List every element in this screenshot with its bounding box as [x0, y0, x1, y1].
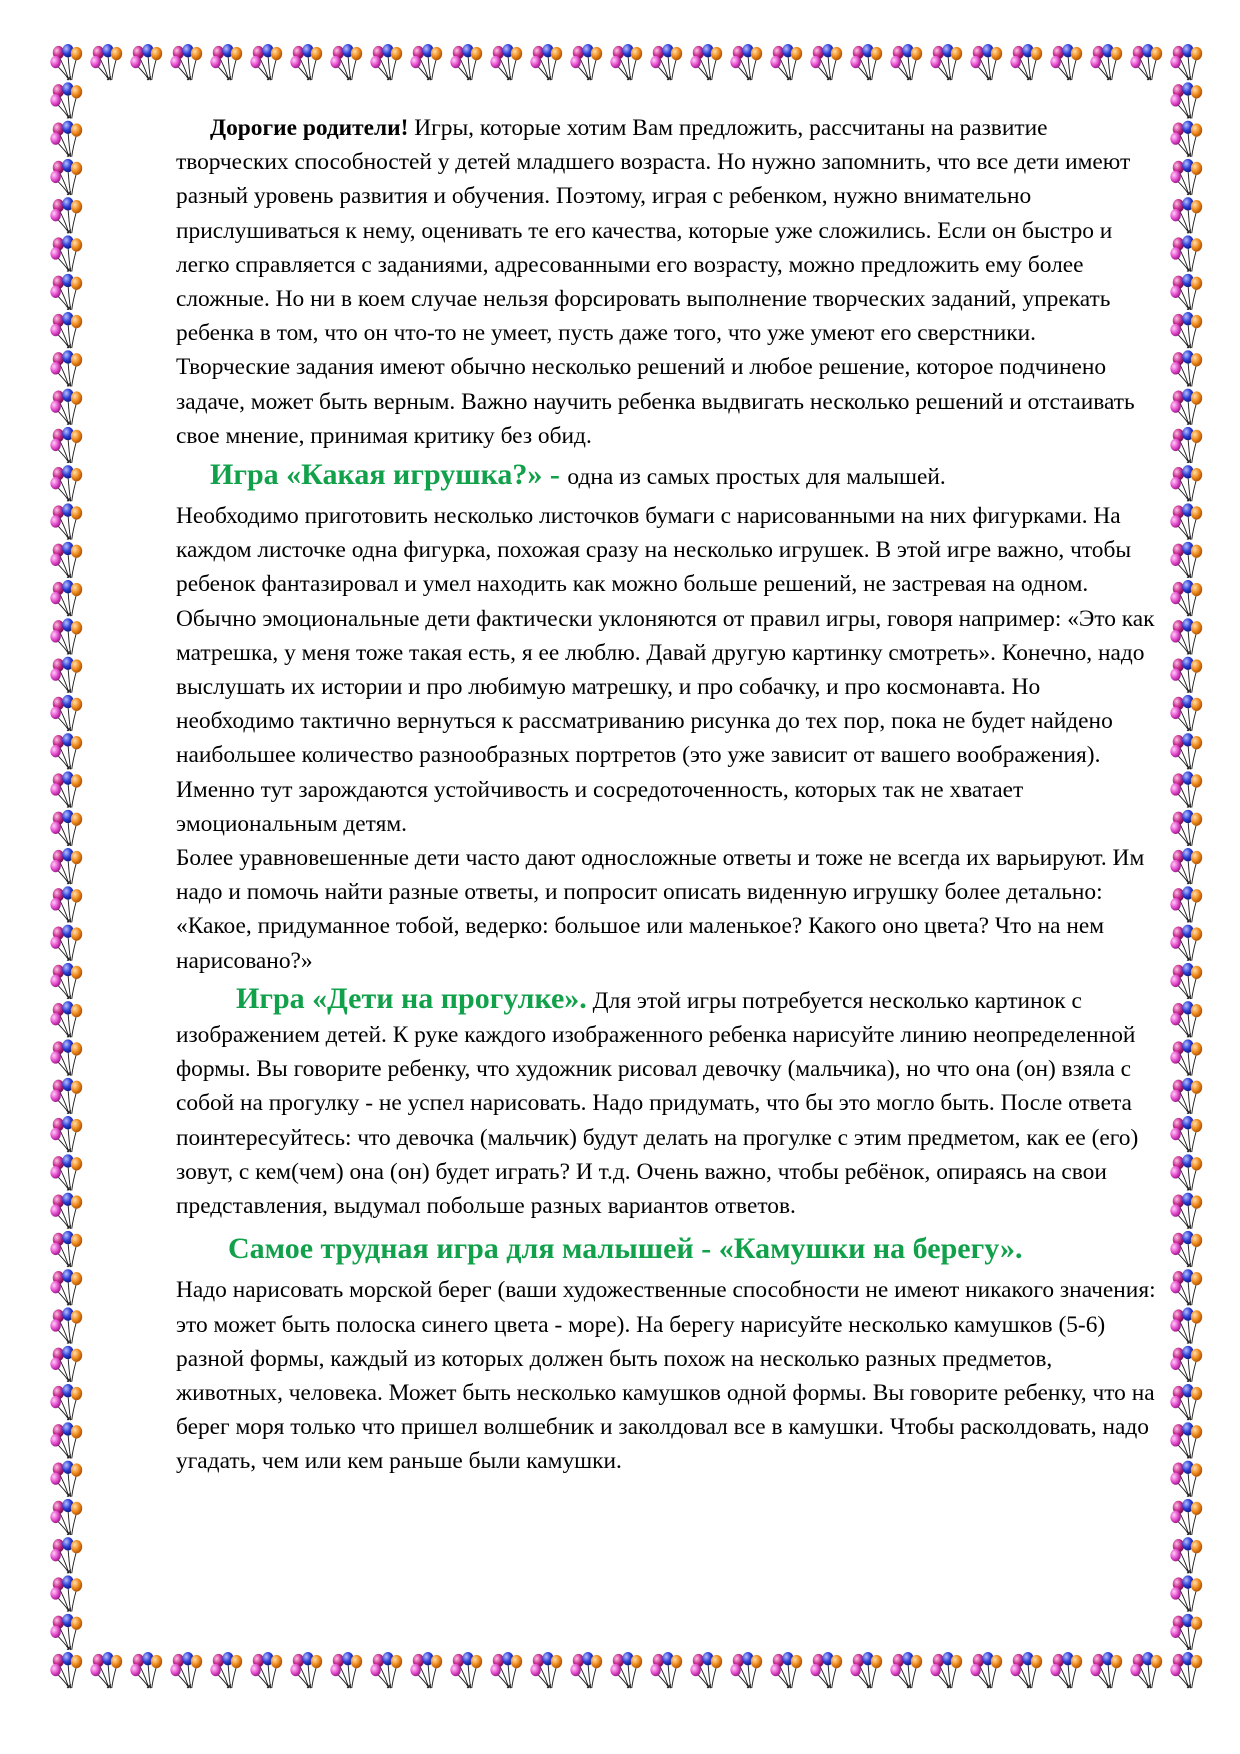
balloon-icon: [1170, 350, 1202, 386]
game3-paragraph: Надо нарисовать морской берег (ваши художественные способности не имеют никакого значения: это может быть полоска синего цвета - море). На берегу нарисуйте несколько камушков (5-6) разной формы, каждый из которых должен быть похож на несколько разных предметов, животных, человека. Может быть несколько камушков одной формы. Вы говорите ребенку, что на берег моря только что пришел волшебник и заколдовал все в камушки. Чтобы расколдовать, надо угадать, чем или кем раньше были камушки.: [176, 1277, 1156, 1475]
balloon-icon: [50, 1422, 82, 1458]
balloon-icon: [50, 235, 82, 271]
balloon-icon: [1050, 44, 1082, 80]
balloon-icon: [1170, 618, 1202, 654]
balloon-icon: [1170, 389, 1202, 425]
balloon-icon: [330, 44, 362, 80]
balloon-icon: [1170, 1269, 1202, 1305]
balloon-icon: [1170, 1384, 1202, 1420]
balloon-icon: [50, 925, 82, 961]
balloon-icon: [250, 1652, 282, 1688]
balloon-icon: [1170, 1346, 1202, 1382]
balloon-icon: [890, 1652, 922, 1688]
balloon-icon: [730, 1652, 762, 1688]
balloon-icon: [50, 1499, 82, 1535]
game2-text: Для этой игры потребуется несколько картинок с изображением детей. К руке каждого изображенного ребенка нарисуйте линию неопределенной формы. Вы говорите ребенку, что художник рисовал девочку (мальчика), но что она (он) взяла с собой на прогулку - не успел нарисовать. Надо придумать, что бы это могло быть. После ответа поинтересуйтесь: что девочка (мальчик) будут делать на прогулке с этим предметом, как ее (его) зовут, с кем(чем) она (он) будет играть? И т.д. Очень важно, чтобы ребёнок, опираясь на свои представления, выдумал побольше разных вариантов ответов.: [176, 987, 1139, 1220]
balloon-icon: [1170, 503, 1202, 539]
balloon-icon: [1170, 465, 1202, 501]
balloon-icon: [50, 503, 82, 539]
balloon-icon: [1010, 1652, 1042, 1688]
balloon-icon: [50, 312, 82, 348]
balloon-icon: [1170, 695, 1202, 731]
balloon-icon: [1170, 121, 1202, 157]
balloon-icon: [650, 44, 682, 80]
balloon-icon: [50, 1269, 82, 1305]
balloon-icon: [810, 1652, 842, 1688]
balloon-icon: [210, 44, 242, 80]
balloon-icon: [1170, 886, 1202, 922]
balloon-icon: [490, 1652, 522, 1688]
balloon-icon: [50, 1231, 82, 1267]
intro-paragraph-2: Творческие задания имеют обычно несколько решений и любое решение, которое подчинено задаче, может быть верным. Важно научить ребенка выдвигать несколько решений и отстаивать свое мнение, принимая критику без обид.: [176, 354, 1135, 449]
balloon-icon: [250, 44, 282, 80]
balloon-icon: [50, 618, 82, 654]
balloon-icon: [50, 1461, 82, 1497]
balloon-icon: [50, 733, 82, 769]
balloon-icon: [850, 1652, 882, 1688]
balloon-icon: [50, 1116, 82, 1152]
balloon-icon: [1170, 1499, 1202, 1535]
balloon-icon: [290, 1652, 322, 1688]
balloon-icon: [1170, 1078, 1202, 1114]
greeting: Дорогие родители!: [210, 115, 409, 141]
balloon-icon: [50, 121, 82, 157]
balloon-icon: [450, 1652, 482, 1688]
balloon-icon: [490, 44, 522, 80]
game1-lead: одна из самых простых для малышей.: [567, 464, 946, 491]
balloon-icon: [410, 1652, 442, 1688]
balloon-icon: [810, 44, 842, 80]
balloon-icon: [1090, 1652, 1122, 1688]
game3-title: Самое трудная игра для малышей - «Камушки на берегу».: [228, 1232, 1023, 1266]
balloon-icon: [1170, 1193, 1202, 1229]
balloon-icon: [890, 44, 922, 80]
balloon-icon: [1170, 1231, 1202, 1267]
balloon-icon: [1170, 274, 1202, 310]
game1-paragraph: Необходимо приготовить несколько листочков бумаги с нарисованными на них фигурками. На каждом листочке одна фигурка, похожая сразу на несколько игрушек. В этой игре важно, чтобы ребенок фантазировал и умел находить как можно больше решений, не застревая на одном. Обычно эмоциональные дети фактически уклоняются от правил игры, говоря например: «Это как матрешка, у меня тоже такая есть, я ее люблю. Давай другую картинку смотреть». Конечно, надо выслушать их истории и про любимую матрешку, и про собачку, и про космонавта. Но необходимо тактично вернуться к рассматриванию рисунка до тех пор, пока не будет найдено наибольшее количество разнообразных портретов (это уже зависит от вашего воображения). Именно тут зарождаются устойчивость и сосредоточенность, которых так не хватает эмоциональным детям.: [176, 503, 1155, 837]
balloon-icon: [170, 1652, 202, 1688]
balloon-icon: [610, 1652, 642, 1688]
balloon-icon: [650, 1652, 682, 1688]
balloon-icon: [50, 542, 82, 578]
balloon-icon: [50, 1307, 82, 1343]
balloon-icon: [50, 963, 82, 999]
document-body: [176, 111, 1156, 1479]
balloon-icon: [1170, 580, 1202, 616]
balloon-icon: [50, 1193, 82, 1229]
balloon-icon: [50, 1039, 82, 1075]
balloon-icon: [970, 1652, 1002, 1688]
balloon-icon: [1170, 1461, 1202, 1497]
balloon-icon: [130, 44, 162, 80]
game2-title: Игра «Дети на прогулке».: [236, 981, 587, 1015]
balloon-icon: [330, 1652, 362, 1688]
game1-title: Игра «Какая игрушка?»: [210, 458, 543, 492]
balloon-icon: [50, 274, 82, 310]
game2-paragraph: [176, 982, 1156, 1223]
balloon-icon: [1170, 963, 1202, 999]
balloon-icon: [210, 1652, 242, 1688]
balloon-icon: [690, 1652, 722, 1688]
balloon-icon: [50, 886, 82, 922]
balloon-icon: [1170, 235, 1202, 271]
balloon-icon: [1170, 1537, 1202, 1573]
balloon-icon: [50, 1614, 82, 1650]
balloon-icon: [50, 657, 82, 693]
balloon-icon: [90, 44, 122, 80]
balloon-icon: [770, 1652, 802, 1688]
balloon-icon: [50, 695, 82, 731]
balloon-icon: [1050, 1652, 1082, 1688]
balloon-icon: [1170, 159, 1202, 195]
game1-paragraph-2: Более уравновешенные дети часто дают односложные ответы и тоже не всегда их варьируют. Им надо и помочь найти разные ответы, и попросит описать виденную игрушку более детально: «Какое, придуманное тобой, ведерко: большое или маленькое? Какого оно цвета? Что на нем нарисовано?»: [176, 845, 1145, 974]
balloon-icon: [610, 44, 642, 80]
balloon-icon: [1170, 1575, 1202, 1611]
balloon-icon: [1170, 82, 1202, 118]
balloon-icon: [50, 197, 82, 233]
balloon-icon: [1170, 733, 1202, 769]
balloon-icon: [1170, 197, 1202, 233]
balloon-icon: [50, 427, 82, 463]
balloon-icon: [1130, 44, 1162, 80]
balloon-icon: [1090, 44, 1122, 80]
balloon-icon: [50, 350, 82, 386]
balloon-icon: [1170, 1154, 1202, 1190]
balloon-icon: [410, 44, 442, 80]
balloon-icon: [50, 44, 82, 80]
balloon-icon: [1170, 1307, 1202, 1343]
balloon-icon: [90, 1652, 122, 1688]
balloon-icon: [1170, 427, 1202, 463]
balloon-icon: [50, 1001, 82, 1037]
balloon-icon: [50, 389, 82, 425]
balloon-icon: [1170, 542, 1202, 578]
balloon-icon: [50, 159, 82, 195]
balloon-icon: [770, 44, 802, 80]
balloon-icon: [50, 1537, 82, 1573]
balloon-icon: [50, 810, 82, 846]
balloon-icon: [370, 44, 402, 80]
game1-dash: -: [542, 458, 568, 492]
balloon-icon: [1130, 1652, 1162, 1688]
balloon-icon: [50, 1078, 82, 1114]
balloon-icon: [450, 44, 482, 80]
balloon-icon: [370, 1652, 402, 1688]
balloon-icon: [570, 44, 602, 80]
balloon-icon: [50, 465, 82, 501]
intro-paragraph: [176, 111, 1156, 350]
balloon-icon: [50, 848, 82, 884]
balloon-icon: [50, 1652, 82, 1688]
balloon-icon: [930, 1652, 962, 1688]
game3-heading-line: [176, 1227, 1156, 1273]
balloon-icon: [130, 1652, 162, 1688]
balloon-icon: [50, 1154, 82, 1190]
balloon-icon: [570, 1652, 602, 1688]
balloon-icon: [690, 44, 722, 80]
balloon-icon: [50, 1575, 82, 1611]
intro-text: Игры, которые хотим Вам предложить, рассчитаны на развитие творческих способностей у детей младшего возраста. Но нужно запомнить, что все дети имеют разный уровень развития и обучения. Поэтому, играя с ребенком, нужно внимательно прислушиваться к нему, оценивать те его качества, которые уже сложились. Если он быстро и легко справляется с заданиями, адресованными его возрасту, можно предложить ему более сложные. Но ни в коем случае нельзя форсировать выполнение творческих заданий, упрекать ребенка в том, что он что-то не умеет, пусть даже того, что уже умеют его сверстники.: [176, 115, 1131, 347]
balloon-icon: [1170, 1614, 1202, 1650]
balloon-icon: [530, 44, 562, 80]
balloon-icon: [50, 1384, 82, 1420]
balloon-icon: [290, 44, 322, 80]
balloon-icon: [50, 580, 82, 616]
balloon-icon: [50, 82, 82, 118]
balloon-icon: [170, 44, 202, 80]
balloon-icon: [1170, 810, 1202, 846]
balloon-icon: [530, 1652, 562, 1688]
balloon-icon: [1170, 771, 1202, 807]
balloon-icon: [1170, 1001, 1202, 1037]
balloon-icon: [1010, 44, 1042, 80]
balloon-icon: [850, 44, 882, 80]
balloon-icon: [1170, 925, 1202, 961]
balloon-icon: [1170, 1422, 1202, 1458]
balloon-icon: [50, 1346, 82, 1382]
balloon-icon: [1170, 312, 1202, 348]
balloon-icon: [1170, 44, 1202, 80]
balloon-icon: [1170, 848, 1202, 884]
balloon-icon: [970, 44, 1002, 80]
balloon-icon: [50, 771, 82, 807]
balloon-icon: [730, 44, 762, 80]
balloon-icon: [1170, 1116, 1202, 1152]
balloon-icon: [1170, 1652, 1202, 1688]
balloon-icon: [930, 44, 962, 80]
game1-heading-line: [176, 453, 1156, 499]
balloon-icon: [1170, 657, 1202, 693]
balloon-icon: [1170, 1039, 1202, 1075]
